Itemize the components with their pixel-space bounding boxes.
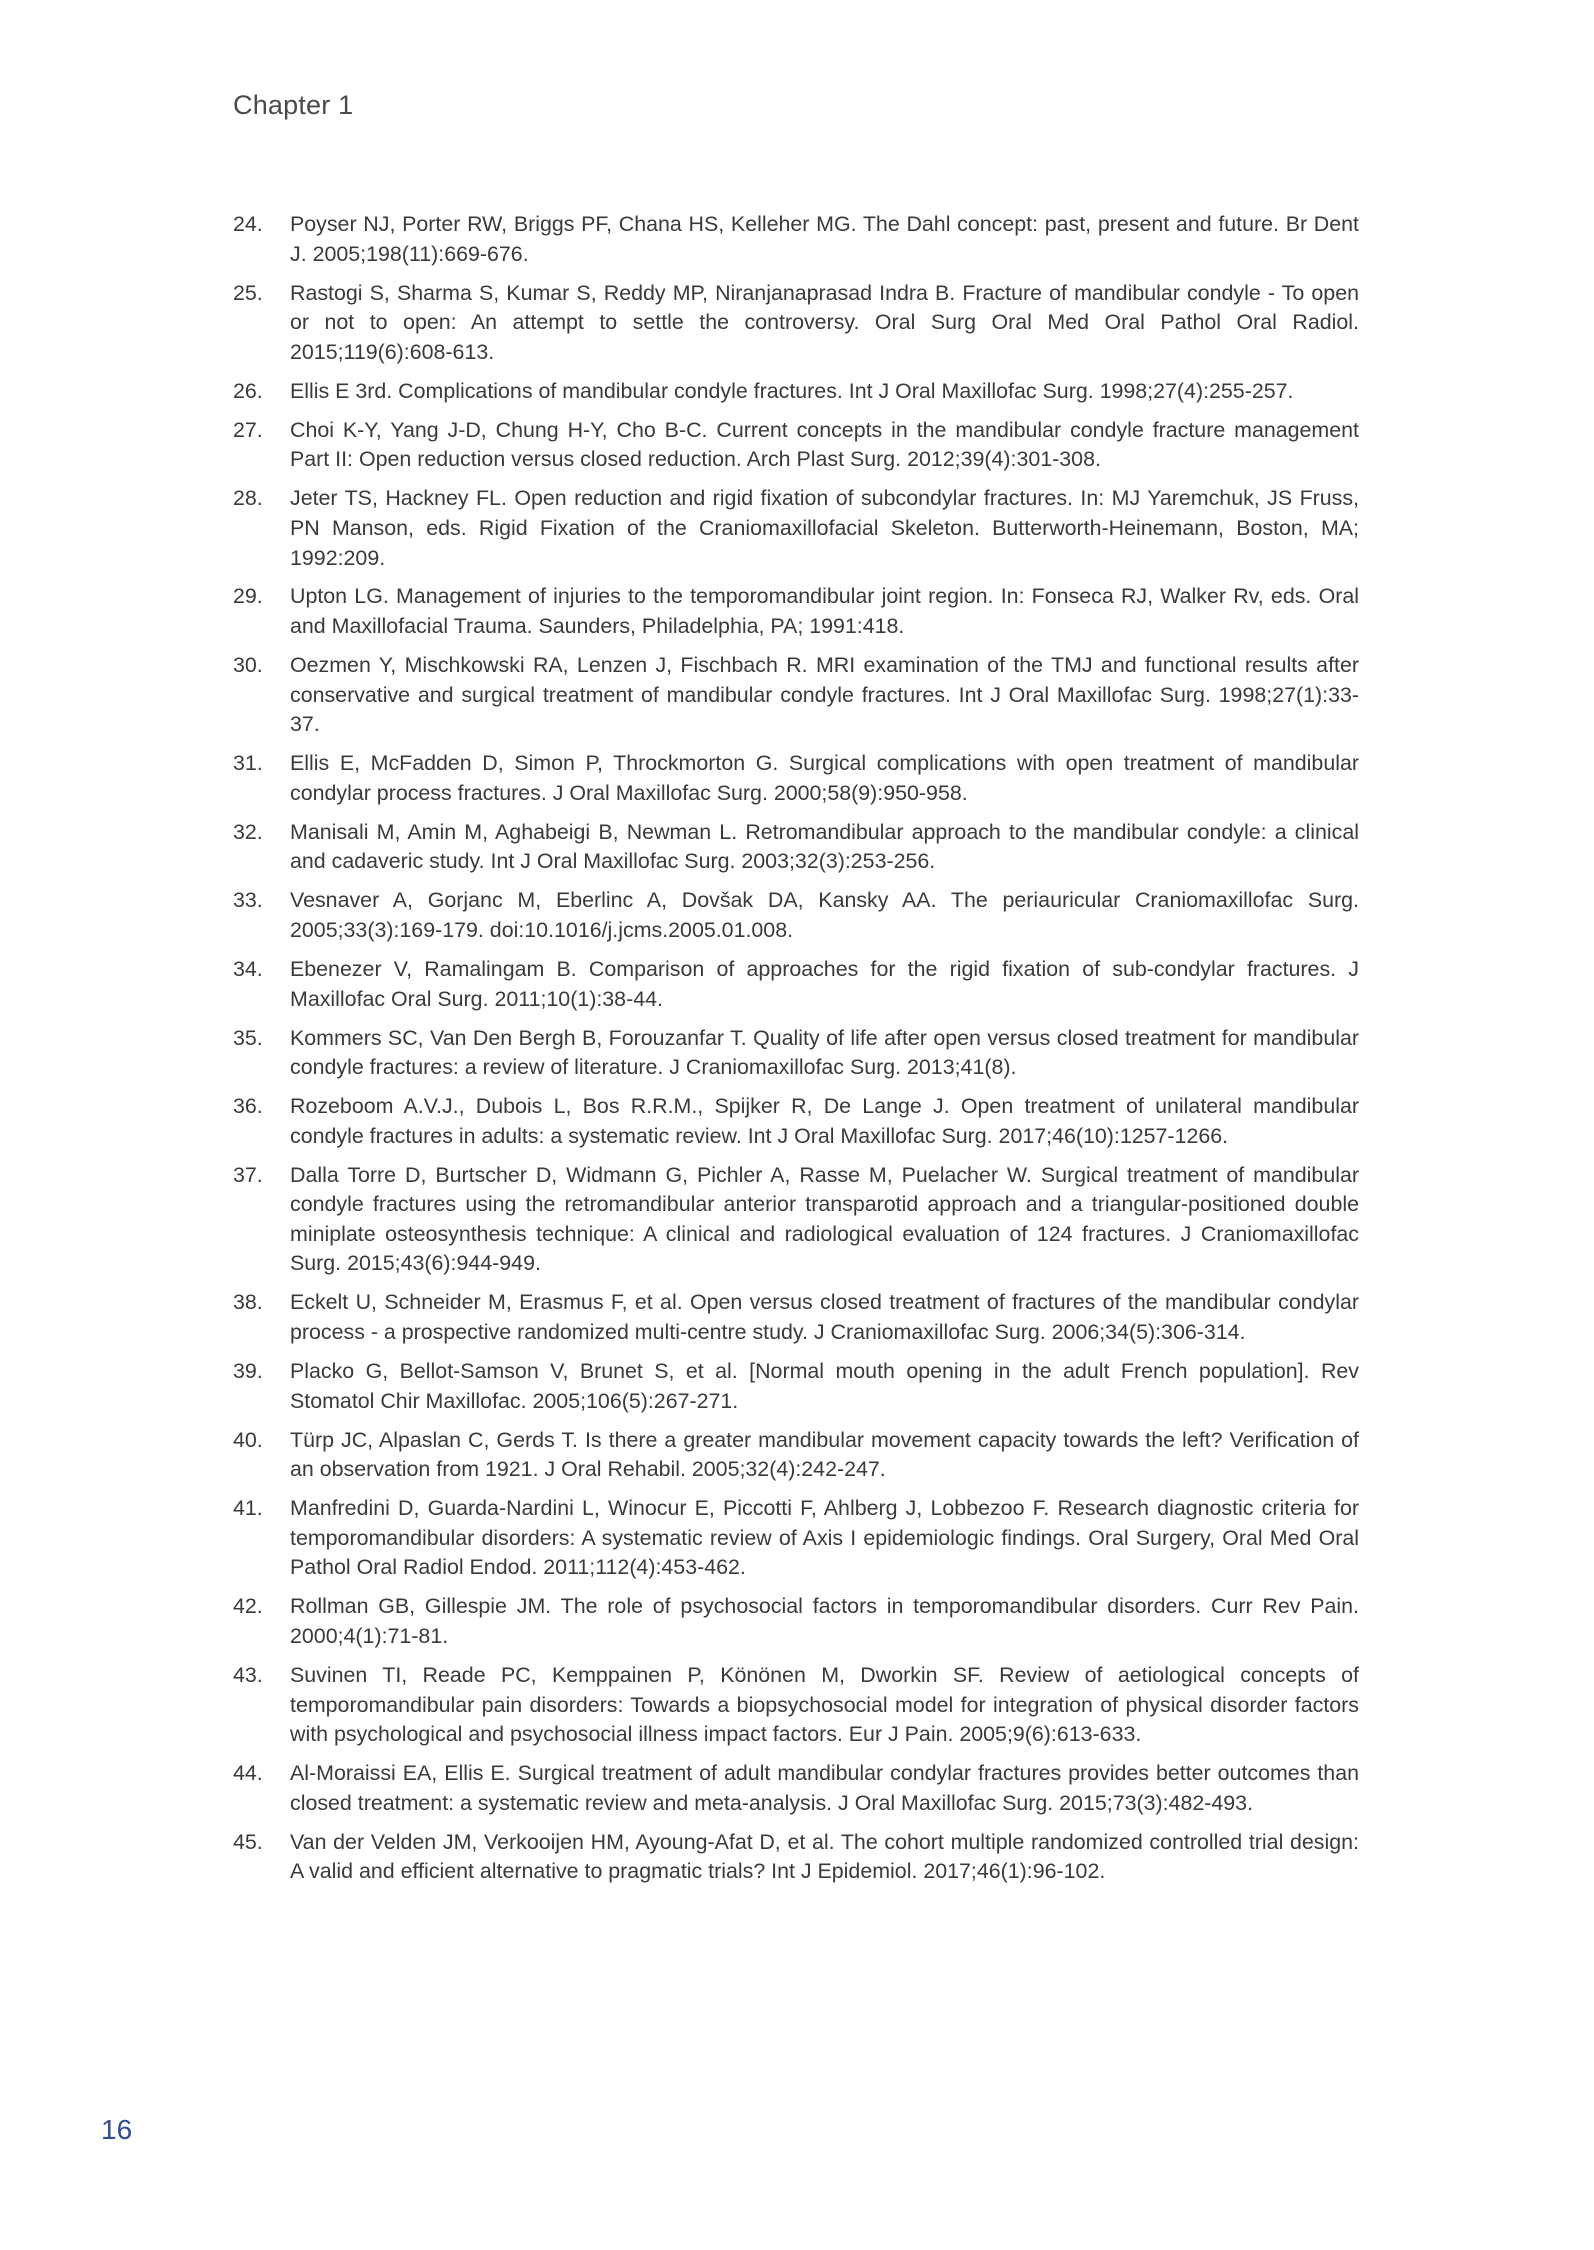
reference-number: 44.	[233, 1761, 263, 1786]
reference-text: Dalla Torre D, Burtscher D, Widmann G, Pichler A, Rasse M, Puelacher W. Surgical treatment of mandibular condyle fractures using the retromandibular anterior transparotid approach and a triangular-positioned double miniplate osteosynthesis technique: A clinical and radiological evaluation of 124 fractures. J Craniomaxillofac Surg. 2015;43(6):944-949.	[290, 1162, 1359, 1276]
reference-number: 36.	[233, 1094, 263, 1119]
reference-item	[233, 1357, 1359, 1416]
reference-number: 26.	[233, 378, 263, 403]
reference-text: Jeter TS, Hackney FL. Open reduction and rigid fixation of subcondylar fractures. In: MJ Yaremchuk, JS Fruss, PN Manson, eds. Rigid Fixation of the Craniomaxillofacial Skeleton. Butterworth-Heinemann, Boston, MA; 1992:209.	[290, 486, 1359, 570]
reference-number: 38.	[233, 1290, 263, 1315]
reference-number: 28.	[233, 486, 263, 511]
reference-item	[233, 1288, 1359, 1347]
reference-number: 34.	[233, 956, 263, 981]
reference-number: 31.	[233, 751, 263, 776]
reference-item	[233, 279, 1359, 368]
reference-number: 41.	[233, 1496, 263, 1521]
reference-text: Kommers SC, Van Den Bergh B, Forouzanfar T. Quality of life after open versus closed treatment for mandibular condyle fractures: a review of literature. J Craniomaxillofac Surg. 2013;41(8).	[290, 1025, 1359, 1080]
reference-text: Rollman GB, Gillespie JM. The role of psychosocial factors in temporomandibular disorders. Curr Rev Pain. 2000;4(1):71-81.	[290, 1594, 1359, 1648]
reference-text: Oezmen Y, Mischkowski RA, Lenzen J, Fischbach R. MRI examination of the TMJ and functional results after conservative and surgical treatment of mandibular condyle fractures. Int J Oral Maxillofac Surg. 1998;27(1):33-37.	[290, 653, 1359, 737]
reference-number: 42.	[233, 1594, 263, 1619]
reference-item	[233, 1828, 1359, 1887]
reference-item	[233, 818, 1359, 877]
reference-list	[233, 210, 1359, 1896]
page-number: 16	[101, 2114, 133, 2145]
chapter-header: Chapter 1	[233, 90, 354, 120]
reference-text: Suvinen TI, Reade PC, Kemppainen P, Könönen M, Dworkin SF. Review of aetiological concepts of temporomandibular pain disorders: Towards a biopsychosocial model for integration of physical disorder factors with psychological and psychosocial illness impact factors. Eur J Pain. 2005;9(6):613-633.	[290, 1662, 1359, 1747]
reference-text: Ellis E 3rd. Complications of mandibular condyle fractures. Int J Oral Maxillofac Surg. 1998;27(4):255-257.	[290, 378, 1294, 403]
reference-item	[233, 582, 1359, 641]
reference-item	[233, 651, 1359, 740]
reference-item	[233, 1024, 1359, 1083]
reference-text: Choi K-Y, Yang J-D, Chung H-Y, Cho B-C. Current concepts in the mandibular condyle fracture management Part II: Open reduction versus closed reduction. Arch Plast Surg. 2012;39(4):301-308.	[290, 417, 1359, 472]
reference-number: 43.	[233, 1662, 263, 1687]
reference-text: Van der Velden JM, Verkooijen HM, Ayoung-Afat D, et al. The cohort multiple randomized controlled trial design: A valid and efficient alternative to pragmatic trials? Int J Epidemiol. 2017;46(1):96-102.	[290, 1829, 1359, 1884]
reference-text: Al-Moraissi EA, Ellis E. Surgical treatment of adult mandibular condylar fractures provides better outcomes than closed treatment: a systematic review and meta-analysis. J Oral Maxillofac Surg. 2015;73(3):482-493.	[290, 1761, 1359, 1815]
reference-item	[233, 1592, 1359, 1651]
reference-item	[233, 955, 1359, 1014]
reference-item	[233, 1161, 1359, 1279]
reference-number: 39.	[233, 1359, 263, 1384]
reference-text: Vesnaver A, Gorjanc M, Eberlinc A, Dovšak DA, Kansky AA. The periauricular Craniomaxillofac Surg. 2005;33(3):169-179. doi:10.1016/j.jcms.2005.01.008.	[290, 888, 1359, 942]
reference-number: 24.	[233, 212, 263, 236]
reference-text: Manfredini D, Guarda-Nardini L, Winocur E, Piccotti F, Ahlberg J, Lobbezoo F. Research diagnostic criteria for temporomandibular disorders: A systematic review of Axis I epidemiologic findings. Oral Surgery, Oral Med Oral Pathol Oral Radiol Endod. 2011;112(4):453-462.	[290, 1496, 1359, 1580]
reference-item	[233, 1426, 1359, 1485]
reference-item	[233, 416, 1359, 475]
reference-text: Placko G, Bellot-Samson V, Brunet S, et al. [Normal mouth opening in the adult French population]. Rev Stomatol Chir Maxillofac. 2005;106(5):267-271.	[290, 1359, 1359, 1413]
reference-item	[233, 484, 1359, 573]
reference-text: Manisali M, Amin M, Aghabeigi B, Newman L. Retromandibular approach to the mandibular condyle: a clinical and cadaveric study. Int J Oral Maxillofac Surg. 2003;32(3):253-256.	[290, 819, 1359, 874]
reference-text: Upton LG. Management of injuries to the temporomandibular joint region. In: Fonseca RJ, Walker Rv, eds. Oral and Maxillofacial Trauma. Saunders, Philadelphia, PA; 1991:418.	[290, 584, 1359, 639]
reference-text: Eckelt U, Schneider M, Erasmus F, et al. Open versus closed treatment of fractures of the mandibular condylar process - a prospective randomized multi-centre study. J Craniomaxillofac Surg. 2006;34(5):306-314.	[290, 1290, 1359, 1345]
reference-number: 33.	[233, 888, 263, 913]
reference-number: 37.	[233, 1162, 263, 1187]
reference-item	[233, 377, 1359, 407]
reference-item	[233, 1494, 1359, 1583]
reference-text: Rastogi S, Sharma S, Kumar S, Reddy MP, Niranjanaprasad Indra B. Fracture of mandibular condyle - To open or not to open: An attempt to settle the controversy. Oral Surg Oral Med Oral Pathol Oral Radiol. 2015;119(6):608-613.	[290, 280, 1359, 364]
reference-text: Poyser NJ, Porter RW, Briggs PF, Chana HS, Kelleher MG. The Dahl concept: past, present and future. Br Dent J. 2005;198(11):669-676.	[290, 212, 1359, 266]
reference-number: 30.	[233, 653, 263, 678]
reference-item	[233, 1092, 1359, 1151]
reference-number: 29.	[233, 584, 263, 609]
reference-item	[233, 210, 1359, 269]
reference-text: Rozeboom A.V.J., Dubois L, Bos R.R.M., Spijker R, De Lange J. Open treatment of unilateral mandibular condyle fractures in adults: a systematic review. Int J Oral Maxillofac Surg. 2017;46(10):1257-1266.	[290, 1094, 1359, 1148]
reference-number: 32.	[233, 819, 263, 844]
reference-number: 27.	[233, 417, 263, 442]
reference-item	[233, 1759, 1359, 1818]
reference-text: Ellis E, McFadden D, Simon P, Throckmorton G. Surgical complications with open treatment of mandibular condylar process fractures. J Oral Maxillofac Surg. 2000;58(9):950-958.	[290, 751, 1359, 805]
reference-number: 40.	[233, 1427, 263, 1452]
reference-item	[233, 749, 1359, 808]
reference-number: 45.	[233, 1829, 263, 1854]
reference-text: Türp JC, Alpaslan C, Gerds T. Is there a greater mandibular movement capacity towards the left? Verification of an observation from 1921. J Oral Rehabil. 2005;32(4):242-247.	[290, 1427, 1359, 1482]
reference-text: Ebenezer V, Ramalingam B. Comparison of approaches for the rigid fixation of sub-condylar fractures. J Maxillofac Oral Surg. 2011;10(1):38-44.	[290, 956, 1359, 1011]
reference-item	[233, 886, 1359, 945]
reference-number: 35.	[233, 1025, 263, 1050]
reference-item	[233, 1661, 1359, 1750]
reference-number: 25.	[233, 280, 263, 305]
